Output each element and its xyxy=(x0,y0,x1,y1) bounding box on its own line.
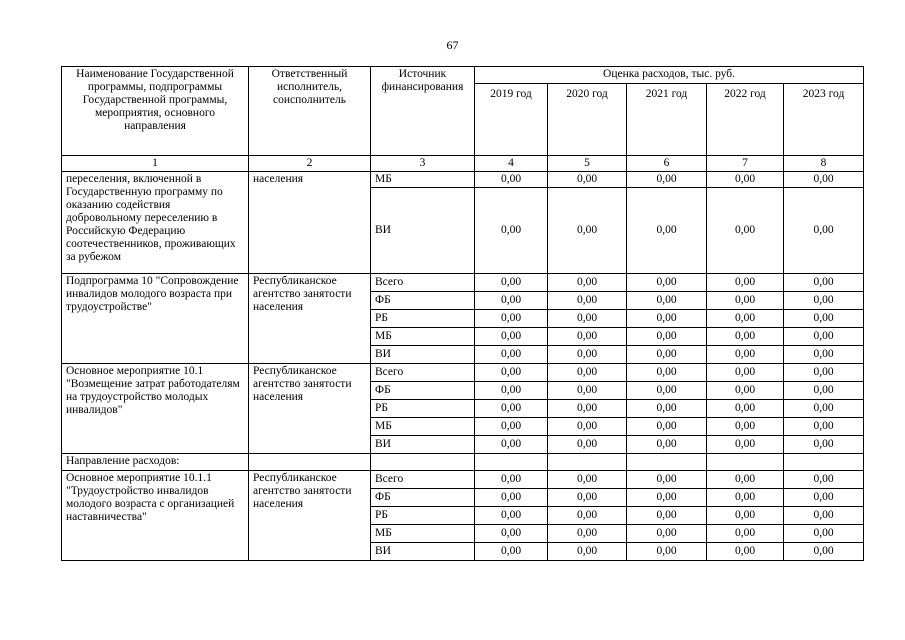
value-cell: 0,00 xyxy=(475,471,548,489)
value-cell: 0,00 xyxy=(707,436,784,454)
value-cell: 0,00 xyxy=(784,489,864,507)
program-name-cell: Основное мероприятие 10.1.1 "Трудоустройство инвалидов молодого возраста с организацией наставничества" xyxy=(62,471,249,561)
empty-cell xyxy=(627,454,707,471)
executor-cell: Республиканское агентство занятости населения xyxy=(249,364,371,454)
funding-source-cell: МБ xyxy=(371,525,475,543)
value-cell: 0,00 xyxy=(475,543,548,561)
value-cell: 0,00 xyxy=(784,310,864,328)
value-cell: 0,00 xyxy=(475,346,548,364)
funding-source-cell: ВИ xyxy=(371,436,475,454)
value-cell: 0,00 xyxy=(784,525,864,543)
value-cell: 0,00 xyxy=(707,471,784,489)
value-cell: 0,00 xyxy=(707,507,784,525)
value-cell: 0,00 xyxy=(784,418,864,436)
value-cell: 0,00 xyxy=(627,400,707,418)
value-cell: 0,00 xyxy=(627,172,707,188)
value-cell: 0,00 xyxy=(475,436,548,454)
value-cell: 0,00 xyxy=(627,328,707,346)
funding-source-cell: Всего xyxy=(371,364,475,382)
value-cell: 0,00 xyxy=(548,328,627,346)
column-number: 8 xyxy=(784,156,864,172)
header-year-cell: 2019 год xyxy=(475,84,548,156)
value-cell: 0,00 xyxy=(784,436,864,454)
funding-source-cell: МБ xyxy=(371,418,475,436)
value-cell: 0,00 xyxy=(707,400,784,418)
value-cell: 0,00 xyxy=(707,364,784,382)
empty-cell xyxy=(784,454,864,471)
value-cell: 0,00 xyxy=(784,172,864,188)
value-cell: 0,00 xyxy=(475,292,548,310)
empty-cell xyxy=(548,454,627,471)
value-cell: 0,00 xyxy=(475,382,548,400)
executor-cell: Республиканское агентство занятости населения xyxy=(249,274,371,364)
funding-source-cell: ВИ xyxy=(371,188,475,274)
empty-cell xyxy=(249,454,371,471)
header-year-cell: 2020 год xyxy=(548,84,627,156)
value-cell: 0,00 xyxy=(784,274,864,292)
direction-row xyxy=(62,454,864,471)
value-cell: 0,00 xyxy=(784,346,864,364)
value-cell: 0,00 xyxy=(475,400,548,418)
value-cell: 0,00 xyxy=(627,436,707,454)
header-year-cell: 2022 год xyxy=(707,84,784,156)
value-cell: 0,00 xyxy=(548,292,627,310)
value-cell: 0,00 xyxy=(627,525,707,543)
value-cell: 0,00 xyxy=(707,188,784,274)
value-cell: 0,00 xyxy=(627,310,707,328)
funding-source-cell: РБ xyxy=(371,507,475,525)
program-name-cell: Подпрограмма 10 "Сопровождение инвалидов молодого возраста при трудоустройстве" xyxy=(62,274,249,364)
value-cell: 0,00 xyxy=(475,172,548,188)
funding-source-cell: ВИ xyxy=(371,543,475,561)
column-number-row xyxy=(62,156,864,172)
funding-source-cell: МБ xyxy=(371,328,475,346)
value-cell: 0,00 xyxy=(707,382,784,400)
value-cell: 0,00 xyxy=(475,274,548,292)
value-cell: 0,00 xyxy=(784,364,864,382)
funding-source-cell: Всего xyxy=(371,471,475,489)
column-number: 1 xyxy=(62,156,249,172)
value-cell: 0,00 xyxy=(627,274,707,292)
value-cell: 0,00 xyxy=(784,292,864,310)
value-cell: 0,00 xyxy=(627,543,707,561)
value-cell: 0,00 xyxy=(548,274,627,292)
executor-cell: Республиканское агентство занятости населения xyxy=(249,471,371,561)
value-cell: 0,00 xyxy=(475,418,548,436)
value-cell: 0,00 xyxy=(784,507,864,525)
value-cell: 0,00 xyxy=(784,188,864,274)
header-costs-cell: Оценка расходов, тыс. руб. xyxy=(475,67,864,84)
value-cell: 0,00 xyxy=(784,543,864,561)
value-cell: 0,00 xyxy=(475,188,548,274)
value-cell: 0,00 xyxy=(784,328,864,346)
funding-row xyxy=(62,364,864,382)
value-cell: 0,00 xyxy=(627,471,707,489)
value-cell: 0,00 xyxy=(548,471,627,489)
value-cell: 0,00 xyxy=(707,310,784,328)
executor-cell: населения xyxy=(249,172,371,274)
value-cell: 0,00 xyxy=(548,507,627,525)
value-cell: 0,00 xyxy=(627,507,707,525)
value-cell: 0,00 xyxy=(475,310,548,328)
value-cell: 0,00 xyxy=(707,525,784,543)
value-cell: 0,00 xyxy=(707,346,784,364)
header-year-cell: 2023 год xyxy=(784,84,864,156)
value-cell: 0,00 xyxy=(627,489,707,507)
header-executor-cell: Ответственный исполнитель, соисполнитель xyxy=(249,67,371,156)
value-cell: 0,00 xyxy=(627,292,707,310)
column-number: 6 xyxy=(627,156,707,172)
value-cell: 0,00 xyxy=(548,310,627,328)
header-year-cell: 2021 год xyxy=(627,84,707,156)
column-number: 2 xyxy=(249,156,371,172)
column-number: 3 xyxy=(371,156,475,172)
value-cell: 0,00 xyxy=(475,525,548,543)
value-cell: 0,00 xyxy=(707,172,784,188)
funding-source-cell: ВИ xyxy=(371,346,475,364)
funding-source-cell: Всего xyxy=(371,274,475,292)
empty-cell xyxy=(475,454,548,471)
funding-source-cell: ФБ xyxy=(371,292,475,310)
value-cell: 0,00 xyxy=(784,400,864,418)
empty-cell xyxy=(371,454,475,471)
value-cell: 0,00 xyxy=(707,543,784,561)
value-cell: 0,00 xyxy=(548,543,627,561)
value-cell: 0,00 xyxy=(548,346,627,364)
budget-table xyxy=(61,66,864,561)
value-cell: 0,00 xyxy=(627,382,707,400)
empty-cell xyxy=(707,454,784,471)
value-cell: 0,00 xyxy=(475,489,548,507)
value-cell: 0,00 xyxy=(627,346,707,364)
funding-row xyxy=(62,172,864,188)
funding-source-cell: МБ xyxy=(371,172,475,188)
column-number: 5 xyxy=(548,156,627,172)
value-cell: 0,00 xyxy=(627,418,707,436)
value-cell: 0,00 xyxy=(475,364,548,382)
value-cell: 0,00 xyxy=(548,489,627,507)
value-cell: 0,00 xyxy=(707,292,784,310)
value-cell: 0,00 xyxy=(548,418,627,436)
value-cell: 0,00 xyxy=(627,364,707,382)
value-cell: 0,00 xyxy=(548,188,627,274)
value-cell: 0,00 xyxy=(548,400,627,418)
value-cell: 0,00 xyxy=(707,489,784,507)
value-cell: 0,00 xyxy=(707,418,784,436)
value-cell: 0,00 xyxy=(475,507,548,525)
funding-source-cell: ФБ xyxy=(371,489,475,507)
funding-source-cell: ФБ xyxy=(371,382,475,400)
value-cell: 0,00 xyxy=(548,172,627,188)
funding-source-cell: РБ xyxy=(371,400,475,418)
value-cell: 0,00 xyxy=(707,328,784,346)
program-name-cell: переселения, включенной в Государственную программу по оказанию содействия добровольному переселению в Российскую Федерацию соотечественников, проживающих за рубежом xyxy=(62,172,249,274)
value-cell: 0,00 xyxy=(707,274,784,292)
value-cell: 0,00 xyxy=(784,382,864,400)
value-cell: 0,00 xyxy=(548,525,627,543)
column-number: 7 xyxy=(707,156,784,172)
header-row-1 xyxy=(62,67,864,84)
funding-row xyxy=(62,471,864,489)
value-cell: 0,00 xyxy=(548,436,627,454)
column-number: 4 xyxy=(475,156,548,172)
value-cell: 0,00 xyxy=(548,382,627,400)
funding-source-cell: РБ xyxy=(371,310,475,328)
header-name-cell: Наименование Государственной программы, подпрограммы Государственной программы, мероприятия, основного направления xyxy=(62,67,249,156)
page-number: 67 xyxy=(446,38,459,52)
value-cell: 0,00 xyxy=(475,328,548,346)
value-cell: 0,00 xyxy=(784,471,864,489)
direction-label-cell: Направление расходов: xyxy=(62,454,249,471)
value-cell: 0,00 xyxy=(548,364,627,382)
value-cell: 0,00 xyxy=(627,188,707,274)
header-source-cell: Источник финансирования xyxy=(371,67,475,156)
funding-row xyxy=(62,274,864,292)
program-name-cell: Основное мероприятие 10.1 "Возмещение затрат работодателям на трудоустройство молодых инвалидов" xyxy=(62,364,249,454)
